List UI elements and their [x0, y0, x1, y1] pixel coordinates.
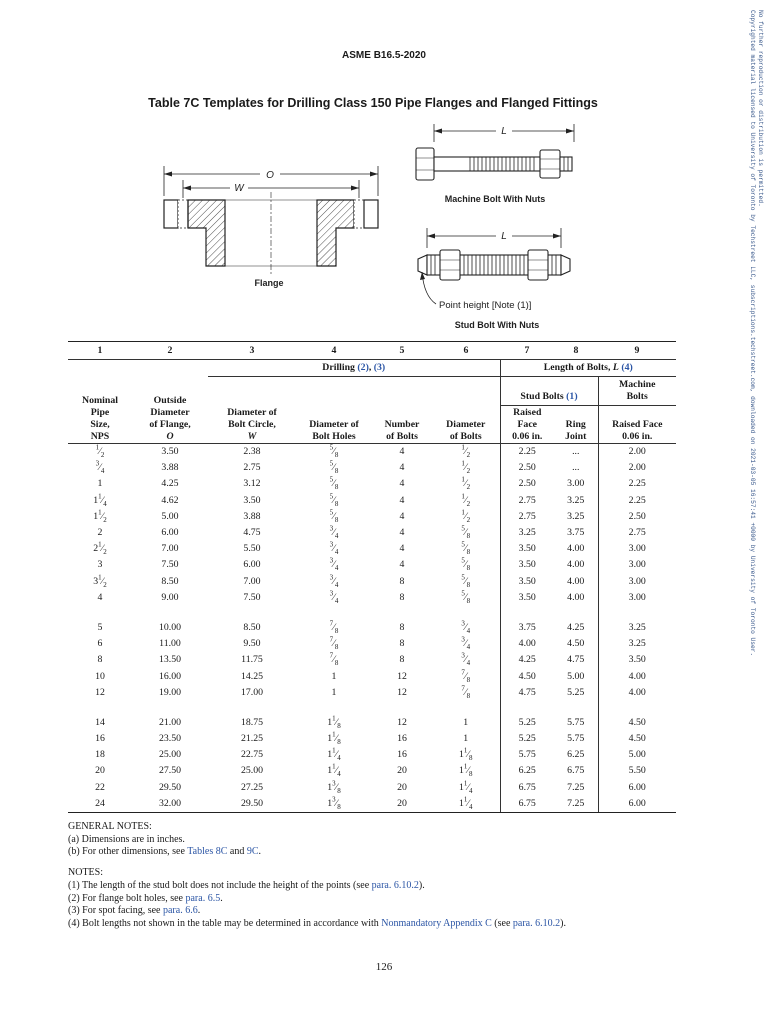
stud-bolt-drawing	[418, 228, 570, 280]
table-cell: 20	[95, 765, 105, 777]
col-number-9: 9	[598, 342, 676, 360]
col-number-8: 8	[554, 342, 598, 360]
table-cell: 4.25	[500, 652, 554, 668]
table-cell: 20	[372, 796, 432, 813]
table-cell: 3.00	[598, 557, 676, 573]
table-cell: $^1⁄_2$	[461, 443, 471, 460]
table-cell: 4	[399, 510, 405, 522]
table-cell: 2.50	[500, 460, 554, 476]
nonmandatory-appendix-c-link[interactable]: Nonmandatory Appendix C	[381, 917, 492, 929]
table-cell: 3.12	[243, 478, 261, 490]
table-cell: 3.88	[161, 462, 179, 474]
header-stud-raised-face: Raised Face 0.06 in.	[500, 406, 554, 444]
table-body	[68, 444, 676, 813]
table-cell: 4.00	[567, 575, 585, 587]
table-cell: 25.00	[158, 749, 182, 761]
table-row	[68, 509, 676, 525]
copyright-line-1: Copyrighted material licensed to University of Toronto by Techstreet LLC, subscriptions.techstreet.com, downloaded on 2021-03-05 16:57:41 +0000 by University of Toronto User.	[749, 10, 756, 657]
table-cell: ...	[572, 462, 580, 474]
table-cell: $^7⁄_8$	[461, 668, 471, 684]
table-title: Table 7C Templates for Drilling Class 150 Pipe Flanges and Flanged Fittings	[148, 96, 598, 110]
table-cell: 21.00	[158, 716, 182, 728]
table-cell: 4	[399, 527, 405, 539]
table-cell: 4.50	[598, 731, 676, 747]
table-row	[68, 763, 676, 779]
table-cell: $1^1⁄_4$	[458, 779, 473, 795]
table-cell: $^5⁄_8$	[461, 524, 471, 540]
table-cell: $^1⁄_2$	[461, 508, 471, 524]
header-number-of-bolts: Number of Bolts	[372, 377, 432, 444]
table-cell: 5.25	[567, 686, 585, 698]
document-header: ASME B16.5-2020	[342, 50, 426, 61]
table-cell: 4	[97, 591, 103, 603]
table-cell: 4	[399, 543, 405, 555]
table-cell: $2^1⁄_2$	[93, 540, 107, 557]
table-cell: 19.00	[158, 686, 182, 698]
table-header	[68, 342, 676, 444]
group-spacer	[68, 701, 676, 715]
table-cell: 4.25	[567, 621, 585, 633]
table-row	[68, 557, 676, 573]
table-cell: 6.75	[500, 796, 554, 813]
table-cell: 2.75	[243, 462, 261, 474]
table-cell: $^7⁄_8$	[329, 619, 339, 635]
table-row	[68, 574, 676, 590]
table-cell: 4.00	[500, 636, 554, 652]
table-cell: 25.00	[240, 765, 264, 777]
table-cell: $^7⁄_8$	[461, 684, 471, 700]
header-bolt-holes: Diameter of Bolt Holes	[296, 377, 372, 444]
table-cell: $^5⁄_8$	[461, 573, 471, 589]
table-cell: 4.50	[567, 638, 585, 650]
header-machine-bolts: Machine Bolts	[598, 377, 676, 406]
table-cell: 8	[399, 621, 405, 633]
header-bolt-circle: Diameter of Bolt Circle, W	[208, 377, 296, 444]
table-cell: 22	[95, 781, 105, 793]
table-cell: 10	[95, 670, 105, 682]
table-cell: 4.25	[161, 478, 179, 490]
table-cell: 6	[97, 638, 103, 650]
table-cell: 4.75	[243, 527, 261, 539]
table-cell: 6.00	[598, 796, 676, 813]
table-cell: 7.50	[161, 559, 179, 571]
table-row	[68, 493, 676, 509]
table-cell: 9.00	[161, 591, 179, 603]
table-row	[68, 541, 676, 557]
header-ring-joint: Ring Joint	[554, 406, 598, 444]
machine-bolt-caption: Machine Bolt With Nuts	[444, 194, 546, 204]
table-cell: 3.50	[598, 652, 676, 668]
table-cell: 3.00	[598, 541, 676, 557]
table-cell: $1^1⁄_4$	[327, 747, 341, 763]
para-6-5-link[interactable]: para. 6.5	[185, 892, 221, 904]
table-cell: 3.25	[567, 510, 585, 522]
table-cell: 3.00	[598, 574, 676, 590]
table-cell: 7.25	[554, 796, 598, 813]
table-row	[68, 715, 676, 731]
note-2: (2) For flange bolt holes, see para. 6.5.	[68, 892, 223, 904]
col-number-1: 1	[68, 342, 132, 360]
drilling-template-table	[68, 341, 676, 813]
table-cell: 24	[68, 796, 132, 813]
table-cell: $^3⁄_4$	[329, 524, 339, 540]
flange-bolt-figure	[150, 118, 590, 336]
table-cell: 9.50	[243, 638, 261, 650]
general-notes-heading: GENERAL NOTES:	[68, 821, 152, 832]
table-cell: $^3⁄_4$	[461, 619, 471, 635]
table-cell: 4.00	[567, 543, 585, 555]
header-machine-raised-face: Raised Face 0.06 in.	[598, 406, 676, 444]
table-cell: $^1⁄_2$	[461, 476, 471, 492]
table-row	[68, 620, 676, 636]
table-cell: 8	[399, 638, 405, 650]
table-cell: $^5⁄_8$	[461, 557, 471, 573]
notes-section	[68, 821, 708, 931]
table-cell: 20	[397, 765, 407, 777]
table-cell: 11.00	[159, 638, 181, 650]
table-row	[68, 652, 676, 668]
header-drilling: Drilling (2), (3)	[208, 360, 500, 377]
para-6-10-2-link[interactable]: para. 6.10.2	[512, 917, 561, 929]
note-1: (1) The length of the stud bolt does not include the height of the points (see para. 6.10.2).	[68, 879, 425, 891]
note-4: (4) Bolt lengths not shown in the table may be determined in accordance with Nonmandatory Appendix C (see para. 6.10.2).	[68, 917, 566, 929]
table-cell: $^3⁄_4$	[329, 573, 339, 589]
col-number-3: 3	[208, 342, 296, 360]
table-cell: 8	[97, 654, 103, 666]
table-cell: 12	[397, 716, 407, 728]
group-spacer	[68, 606, 676, 620]
table-row	[68, 731, 676, 747]
table-cell: 4.00	[598, 668, 676, 684]
point-height-leader	[422, 272, 436, 304]
table-cell: $^1⁄_2$	[461, 460, 471, 476]
table-cell: 3.88	[243, 510, 261, 522]
general-note-b: (b) For other dimensions, see Tables 8C and 9C.	[68, 846, 262, 858]
table-cell: 4.50	[500, 668, 554, 684]
table-cell: 2.75	[500, 509, 554, 525]
header-nps: Nominal Pipe Size, NPS	[68, 360, 132, 444]
table-cell: 1	[463, 716, 469, 728]
table-cell: $^3⁄_4$	[95, 460, 105, 476]
table-cell: 3.75	[500, 620, 554, 636]
table-cell: $3^1⁄_2$	[93, 573, 107, 589]
table-cell: $1^1⁄_4$	[432, 796, 500, 813]
machine-bolt-drawing	[416, 124, 574, 180]
table-cell: 20	[397, 781, 407, 793]
table-cell: 27.50	[158, 765, 182, 777]
table-cell: 2.50	[598, 509, 676, 525]
table-cell: $^7⁄_8$	[329, 652, 339, 668]
table-row	[68, 476, 676, 492]
table-cell: $1^3⁄_8$	[296, 796, 372, 813]
table-cell: 27.25	[240, 781, 264, 793]
table-cell: 8	[399, 654, 405, 666]
table-cell: $^5⁄_8$	[329, 476, 339, 492]
table-cell: 17.00	[240, 686, 264, 698]
table-cell: 3.50	[500, 557, 554, 573]
table-cell: 6.25	[567, 749, 585, 761]
table-cell: 3.75	[567, 527, 585, 539]
table-cell: 16.00	[158, 670, 182, 682]
table-cell: 3	[97, 559, 103, 571]
table-row	[68, 747, 676, 763]
machine-bolt-l-label: L	[501, 126, 507, 137]
table-cell: 5.00	[598, 747, 676, 763]
table-cell: $^3⁄_4$	[329, 557, 339, 573]
table-cell: 4.00	[567, 559, 585, 571]
table-cell: $1^1⁄_8$	[327, 714, 341, 730]
table-cell: 6.00	[161, 527, 179, 539]
table-cell: 29.50	[208, 796, 296, 813]
table-cell: 6.75	[567, 765, 585, 777]
table-cell: 4	[399, 494, 405, 506]
table-cell: 3.50	[500, 541, 554, 557]
table-cell: $^1⁄_2$	[95, 443, 105, 460]
table-cell: $^3⁄_4$	[329, 589, 339, 605]
para-6-10-2-link[interactable]: para. 6.10.2	[371, 879, 419, 891]
col-number-7: 7	[500, 342, 554, 360]
table-cell: 2.38	[243, 446, 261, 458]
table-cell: 3.25	[598, 636, 676, 652]
table-cell: 22.75	[240, 749, 264, 761]
table-cell: 4.62	[161, 494, 179, 506]
table-cell: 5.25	[500, 731, 554, 747]
table-cell: 4.00	[567, 591, 585, 603]
table-cell: 4.75	[500, 685, 554, 701]
flange-drawing	[164, 166, 378, 274]
table-cell: $^5⁄_8$	[329, 508, 339, 524]
table-9c-link[interactable]: 9C	[246, 846, 259, 858]
table-cell: $^5⁄_8$	[461, 540, 471, 557]
table-cell: 3.25	[567, 494, 585, 506]
table-cell: 5.50	[243, 543, 261, 555]
table-cell: 3.25	[598, 620, 676, 636]
table-cell: 4	[399, 559, 405, 571]
table-cell: 2.00	[598, 460, 676, 476]
table-cell: $^7⁄_8$	[329, 635, 339, 652]
table-cell: 4	[399, 446, 405, 458]
tables-8c-link[interactable]: Tables 8C	[187, 846, 228, 858]
table-cell: 18.75	[240, 716, 264, 728]
table-cell: 1	[331, 670, 337, 682]
table-cell: 10.00	[158, 621, 182, 633]
table-cell: 6.00	[243, 559, 261, 571]
table-cell: 6.00	[598, 780, 676, 796]
table-cell: 13.50	[158, 654, 182, 666]
table-cell: $1^1⁄_2$	[93, 508, 107, 524]
table-cell: 3.00	[567, 478, 585, 490]
col-number-2: 2	[132, 342, 208, 360]
table-cell: 32.00	[132, 796, 208, 813]
table-cell: 5.00	[567, 670, 585, 682]
point-height-label: Point height [Note (1)]	[439, 300, 532, 311]
header-stud-bolts: Stud Bolts (1)	[500, 377, 598, 406]
table-cell: 1	[97, 478, 103, 490]
table-cell: 6.75	[500, 780, 554, 796]
table-cell: 5.50	[598, 763, 676, 779]
table-cell: 8.50	[243, 621, 261, 633]
table-cell: $1^3⁄_8$	[327, 779, 341, 795]
table-cell: 4.75	[567, 654, 585, 666]
table-cell: $^3⁄_4$	[461, 635, 471, 652]
table-cell: 4	[399, 478, 405, 490]
table-cell: 2.25	[598, 493, 676, 509]
table-cell: 3.50	[500, 590, 554, 606]
header-length-of-bolts: Length of Bolts, L (4)	[500, 360, 676, 377]
table-cell: 3.50	[161, 446, 179, 458]
table-cell: 12	[95, 686, 105, 698]
table-cell: 7.50	[243, 591, 261, 603]
table-cell: 2.25	[598, 476, 676, 492]
table-row	[68, 636, 676, 652]
table-cell: $^5⁄_8$	[329, 460, 339, 476]
table-cell: 2.75	[598, 525, 676, 541]
table-cell: 14	[95, 716, 105, 728]
table-cell: $^3⁄_4$	[329, 540, 339, 557]
copyright-side-note	[748, 8, 764, 1018]
table-cell: 5.75	[567, 733, 585, 745]
table-cell: $^5⁄_8$	[461, 589, 471, 605]
dimension-w-label: W	[234, 183, 244, 194]
table-cell: $1^1⁄_4$	[327, 763, 341, 779]
col-number-4: 4	[296, 342, 372, 360]
table-cell: 5.75	[500, 747, 554, 763]
table-cell: 1	[463, 733, 469, 745]
table-cell: $^5⁄_8$	[329, 492, 339, 508]
table-cell: 4	[399, 462, 405, 474]
table-cell: $^1⁄_2$	[461, 492, 471, 508]
table-cell: 14.25	[240, 670, 264, 682]
table-cell: 7.00	[161, 543, 179, 555]
table-cell: 7.00	[243, 575, 261, 587]
table-cell: 16	[397, 733, 407, 745]
table-cell: $1^1⁄_8$	[458, 763, 473, 779]
table-cell: 16	[95, 733, 105, 745]
table-cell: 5	[97, 621, 103, 633]
header-outside-diameter: Outside Diameter of Flange, O	[132, 360, 208, 444]
page-number: 126	[375, 961, 393, 973]
table-cell: 2.75	[500, 493, 554, 509]
table-cell: $1^1⁄_4$	[93, 492, 107, 508]
table-cell: 3.50	[243, 494, 261, 506]
table-cell: 11.75	[241, 654, 263, 666]
para-6-6-link[interactable]: para. 6.6	[162, 905, 198, 917]
table-cell: 2	[97, 527, 103, 539]
table-row	[68, 685, 676, 701]
table-cell: 21.25	[240, 733, 264, 745]
table-cell: 2.50	[500, 476, 554, 492]
table-cell: $^5⁄_8$	[329, 443, 339, 460]
notes-heading: NOTES:	[68, 867, 103, 879]
table-row	[68, 590, 676, 606]
stud-bolt-caption: Stud Bolt With Nuts	[454, 320, 540, 330]
table-cell: $1^1⁄_8$	[327, 730, 341, 747]
table-cell: 2.00	[598, 444, 676, 461]
table-cell: 3.25	[500, 525, 554, 541]
table-row	[68, 668, 676, 684]
table-cell: 23.50	[158, 733, 182, 745]
table-cell: 7.25	[567, 781, 585, 793]
table-cell: 4.00	[598, 685, 676, 701]
stud-bolt-l-label: L	[501, 231, 507, 242]
header-bolt-diameter: Diameter of Bolts	[432, 377, 500, 444]
table-row	[68, 796, 676, 813]
copyright-line-2: No further reproduction or distribution is permitted.	[757, 10, 764, 207]
table-cell: 12	[397, 670, 407, 682]
table-cell: 4.50	[598, 715, 676, 731]
col-number-5: 5	[372, 342, 432, 360]
dimension-o-label: O	[266, 170, 274, 181]
table-cell: 8	[399, 591, 405, 603]
table-cell: 18	[95, 749, 105, 761]
table-cell: 8	[399, 575, 405, 587]
table-cell: 3.00	[598, 590, 676, 606]
table-cell: ...	[572, 445, 580, 457]
table-cell: 1	[331, 686, 337, 698]
table-cell: 5.25	[500, 715, 554, 731]
table-cell: $1^1⁄_8$	[458, 747, 473, 763]
table-cell: 16	[397, 749, 407, 761]
general-note-a: (a) Dimensions are in inches.	[68, 833, 185, 845]
table-cell: 3.50	[500, 574, 554, 590]
table-cell: 8.50	[161, 575, 179, 587]
col-number-6: 6	[432, 342, 500, 360]
table-row	[68, 460, 676, 476]
table-cell: 12	[397, 686, 407, 698]
table-cell: 6.25	[500, 763, 554, 779]
table-cell: 2.25	[500, 444, 554, 461]
flange-caption: Flange	[254, 278, 284, 288]
table-row	[68, 444, 676, 461]
table-cell: 5.75	[567, 716, 585, 728]
table-cell: $^3⁄_4$	[461, 652, 471, 668]
table-cell: 29.50	[158, 781, 182, 793]
table-row	[68, 780, 676, 796]
table-cell: 5.00	[161, 510, 179, 522]
note-3: (3) For spot facing, see para. 6.6.	[68, 905, 201, 917]
table-row	[68, 525, 676, 541]
